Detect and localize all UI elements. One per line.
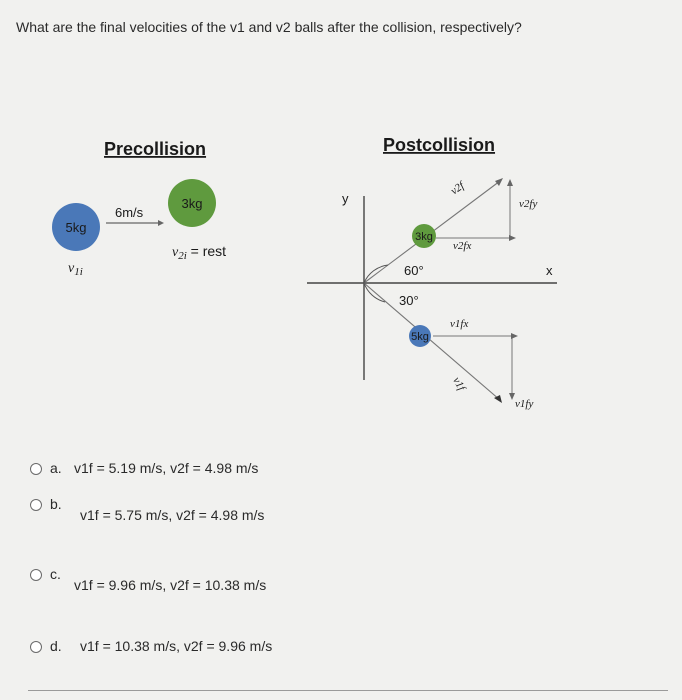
v2fy-arrowhead [507, 179, 513, 186]
option-a-text: v1f = 5.19 m/s, v2f = 4.98 m/s [74, 460, 259, 476]
option-d-letter: d. [50, 638, 62, 654]
angle-30-label: 30° [399, 293, 419, 308]
v2f-label: v2f [448, 179, 467, 198]
angle-60-label: 60° [404, 263, 424, 278]
option-a-letter: a. [50, 460, 62, 476]
v2f-arrowhead [495, 178, 503, 186]
v2fx-label: v2fx [453, 240, 472, 252]
option-d-text: v1f = 10.38 m/s, v2f = 9.96 m/s [80, 638, 273, 654]
v1f-label: v1f [450, 375, 468, 393]
velocity-arrowhead-pre [158, 220, 164, 226]
v1i-subscript: 1i [74, 266, 83, 278]
ball-5kg-pre-label: 5kg [65, 220, 87, 235]
radio-option-b[interactable] [30, 499, 42, 511]
option-b[interactable] [30, 496, 264, 523]
option-a[interactable] [30, 460, 258, 476]
v1fx-arrowhead [511, 333, 518, 339]
v2fx-arrowhead [509, 235, 516, 241]
radio-option-c[interactable] [30, 569, 42, 581]
ball-5kg-post-label: 5kg [411, 331, 429, 343]
v2i-symbol: v [172, 245, 179, 260]
ball-3kg-post-label: 3kg [415, 231, 433, 243]
x-axis-label: x [546, 263, 553, 278]
y-axis-label: y [342, 191, 349, 206]
radio-option-a[interactable] [30, 463, 42, 475]
v2i-value: = rest [186, 243, 227, 259]
ball-3kg-pre-label: 3kg [181, 196, 203, 211]
v1i-label [68, 261, 83, 278]
v1fy-label: v1fy [515, 398, 534, 410]
option-b-letter: b. [50, 496, 62, 512]
v1i-symbol: v [68, 261, 75, 276]
v2i-subscript: 2i [178, 250, 187, 262]
radio-option-d[interactable] [30, 641, 42, 653]
bottom-divider [28, 690, 668, 691]
option-d[interactable] [30, 638, 272, 654]
postcollision-title: Postcollision [383, 135, 496, 155]
question-text: What are the final velocities of the v1 and v2 balls after the collision, respectively? [16, 19, 522, 35]
option-c-letter: c. [50, 566, 61, 582]
v2i-label [172, 243, 226, 262]
option-c-text: v1f = 9.96 m/s, v2f = 10.38 m/s [74, 577, 267, 593]
speed-label: 6m/s [115, 205, 144, 220]
v2fy-label: v2fy [519, 198, 538, 210]
precollision-title: Precollision [104, 139, 207, 159]
option-b-text: v1f = 5.75 m/s, v2f = 4.98 m/s [80, 507, 265, 523]
option-c[interactable] [30, 566, 266, 593]
v1-path-line [364, 283, 500, 400]
v1fx-label: v1fx [450, 318, 469, 330]
